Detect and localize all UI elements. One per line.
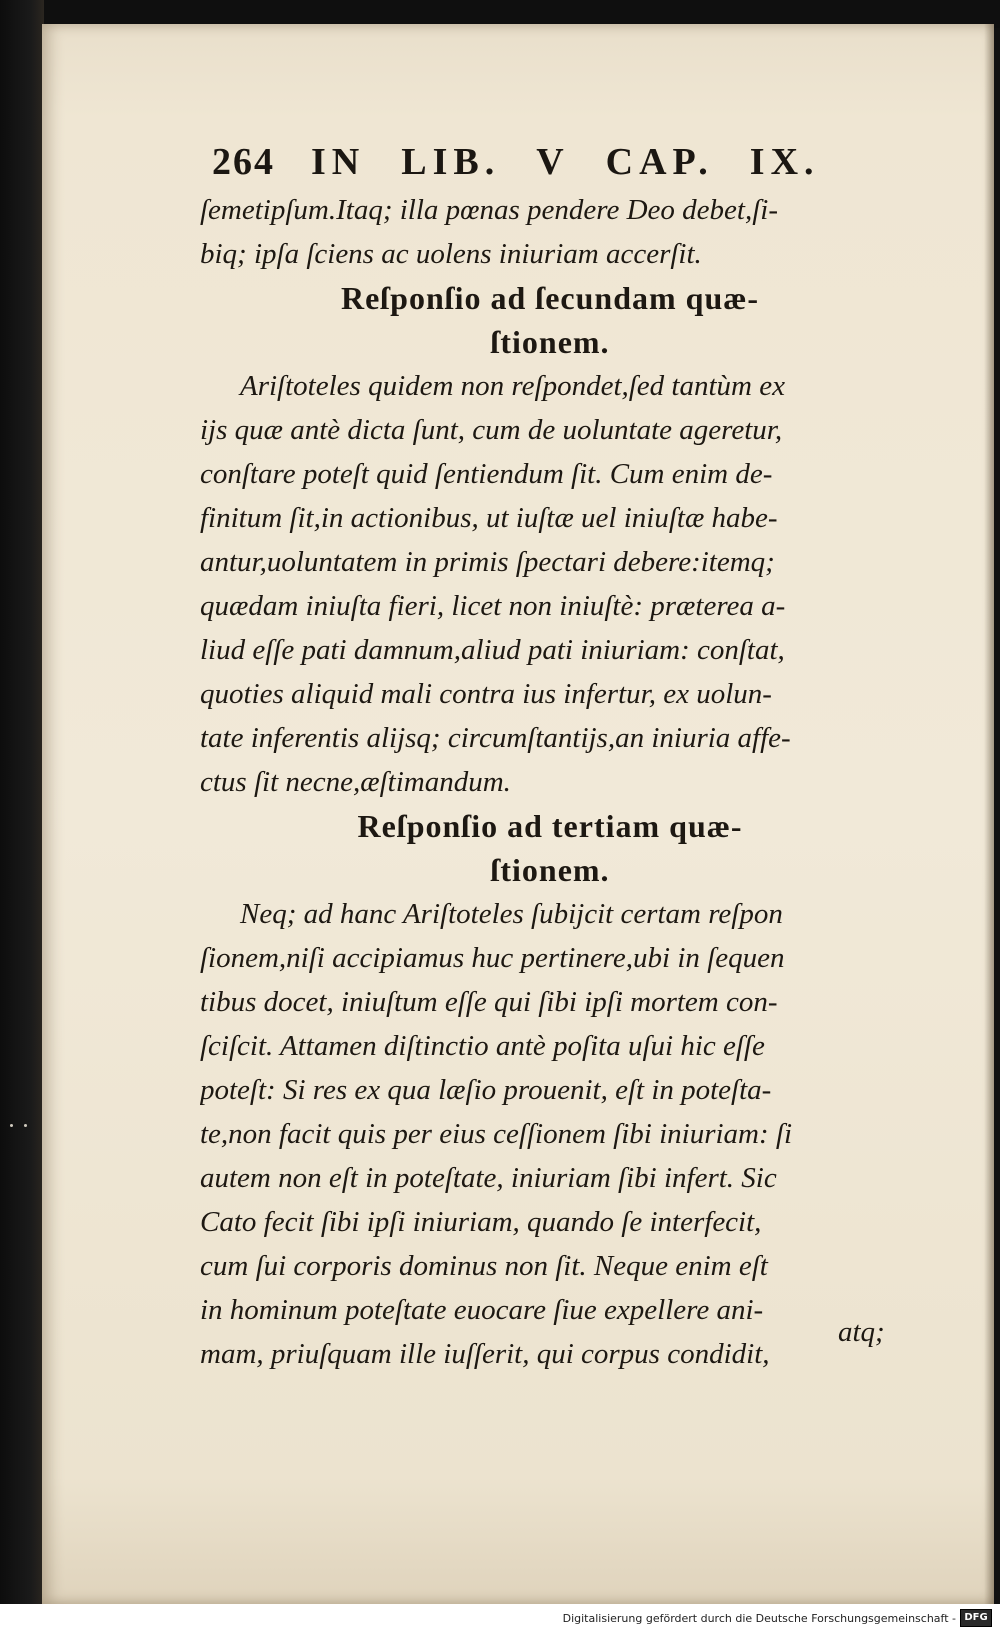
paragraph-first-line: Neq; ad hanc Ariſtoteles ſubijcit certam reſpon (240, 898, 783, 930)
running-head-word: LIB. (401, 141, 501, 183)
margin-speck (24, 1124, 27, 1127)
text-line: ctus ſit necne,æſtimandum. (200, 766, 511, 798)
scan-background-left (0, 0, 44, 1635)
text-line: te,non facit quis per eius ceſſionem ſibi iniuriam: ſi (200, 1118, 793, 1150)
text-line: mam, priuſquam ille iuſſerit, qui corpus condidit, (200, 1338, 770, 1370)
text-line: tibus docet, iniuſtum eſſe qui ſibi ipſi mortem con- (200, 986, 778, 1018)
text-line: in hominum poteſtate euocare ſiue expellere ani- (200, 1294, 764, 1326)
page-number: 264 (212, 141, 275, 183)
section-heading-line: Reſponſio ad ſecundam quæ- (340, 280, 760, 316)
running-head-word: CAP. (605, 141, 714, 183)
text-line: conſtare poteſt quid ſentiendum ſit. Cum enim de- (200, 458, 773, 490)
funding-credit: Digitalisierung gefördert durch die Deutsche Forschungsgemeinschaft - (562, 1612, 956, 1625)
running-head-word: V (536, 141, 570, 183)
text-line: ſionem,niſi accipiamus huc pertinere,ubi in ſequen (200, 942, 785, 974)
section-heading-line: ſtionem. (490, 852, 610, 888)
catchword: atq; (838, 1316, 885, 1348)
section-heading-line: Reſponſio ad tertiam quæ- (357, 808, 743, 844)
margin-speck (10, 1124, 13, 1127)
text-line: liud eſſe pati damnum,aliud pati iniuriam: conſtat, (200, 634, 785, 666)
section-heading-line: ſtionem. (490, 324, 610, 360)
page-edge-shadow (984, 24, 994, 1604)
text-line: ijs quæ antè dicta ſunt, cum de uoluntate ageretur, (200, 414, 783, 446)
text-line: quædam iniuſta fieri, licet non iniuſtè: præterea a- (200, 590, 786, 622)
text-line: tate inferentis alijsq; circumſtantijs,an iniuria affe- (200, 722, 791, 754)
running-head-word: IN (311, 141, 366, 183)
text-line: poteſt: Si res ex qua læſio prouenit, eſt in poteſta- (200, 1074, 772, 1106)
text-line: autem non eſt in poteſtate, iniuriam ſibi infert. Sic (200, 1162, 777, 1194)
running-head (212, 140, 872, 184)
text-line: biq; ipſa ſciens ac uolens iniuriam accerſit. (200, 238, 702, 270)
text-line: antur,uoluntatem in primis ſpectari debere:itemq; (200, 546, 775, 578)
text-line: finitum ſit,in actionibus, ut iuſtæ uel iniuſtæ habe- (200, 502, 778, 534)
paragraph-first-line: Ariſtoteles quidem non reſpondet,ſed tantùm ex (240, 370, 785, 402)
running-head-word: IX. (749, 141, 820, 183)
body-text (200, 188, 900, 1376)
text-line: cum ſui corporis dominus non ſit. Neque enim eſt (200, 1250, 768, 1282)
text-line: Cato fecit ſibi ipſi iniuriam, quando ſe interfecit, (200, 1206, 762, 1238)
dfg-logo: DFG (960, 1609, 992, 1627)
text-line: ſemetipſum.Itaq; illa pœnas pendere Deo debet,ſi- (200, 194, 778, 226)
text-line: ſciſcit. Attamen diſtinctio antè poſita uſui hic eſſe (200, 1030, 765, 1062)
text-line: quoties aliquid mali contra ius infertur, ex uolun- (200, 678, 772, 710)
